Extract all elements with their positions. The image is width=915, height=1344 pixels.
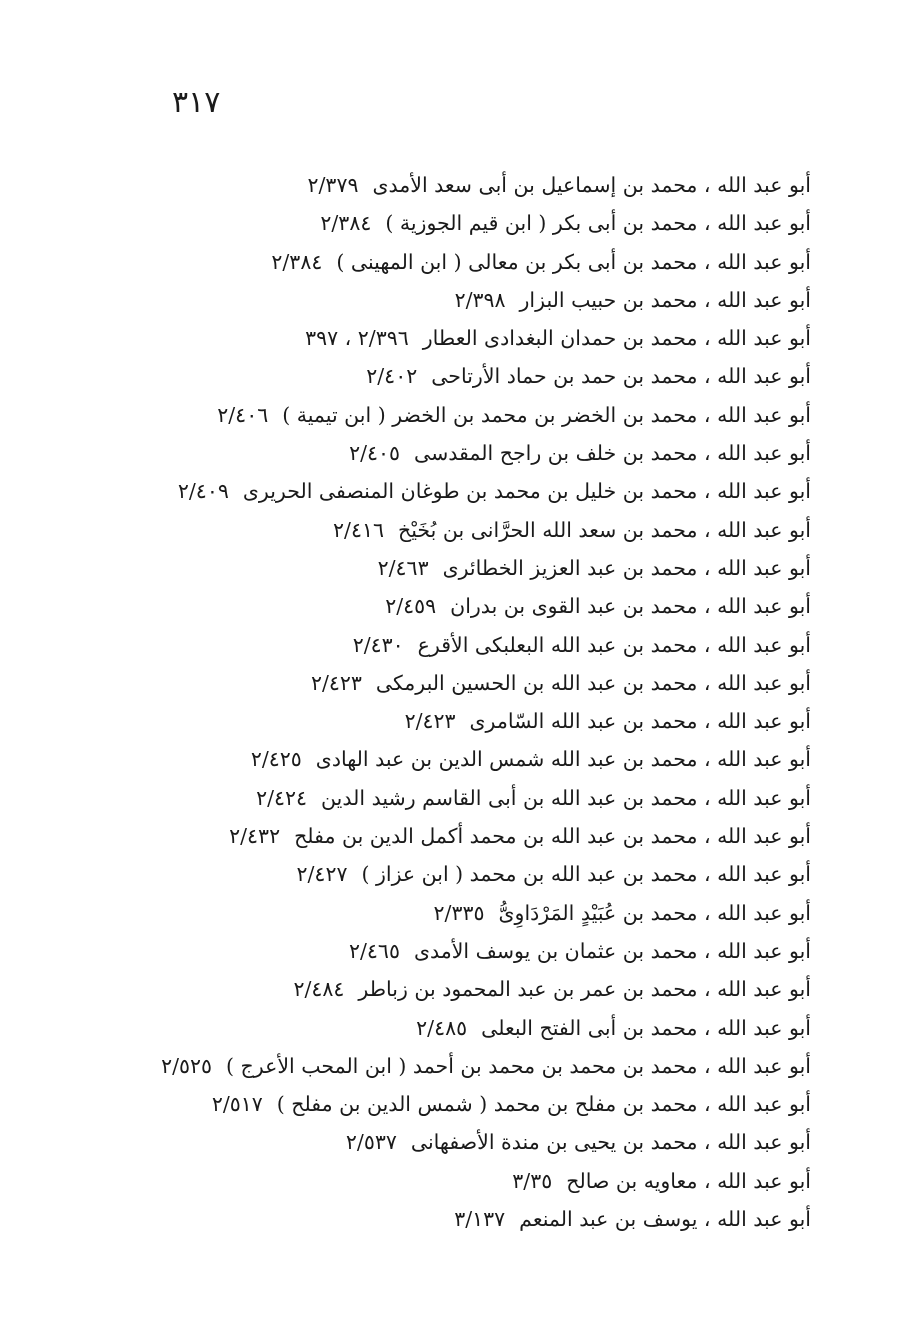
entry-page-reference: ٣/٣٥	[512, 1168, 553, 1193]
index-entry	[111, 779, 811, 817]
entry-name: أبو عبد الله ، محمد بن عبد الله بن محمد ( ابن عزاز )	[361, 862, 811, 887]
index-entry	[111, 664, 811, 702]
entry-page-reference: ٢/٤٠٥	[349, 441, 401, 466]
entry-page-reference: ٢/٥١٧	[211, 1092, 263, 1117]
entry-name: أبو عبد الله ، محمد بن محمد بن محمد بن أحمد ( ابن المحب الأعرج )	[226, 1053, 811, 1078]
entry-name: أبو عبد الله ، محمد بن سعد الله الحرَّانى بن بُخَيْخ	[398, 517, 811, 542]
entry-page-reference: ٢/٣٧٩	[307, 173, 359, 197]
index-entry	[111, 243, 811, 281]
entry-page-reference: ٢/٤٥٩	[385, 594, 437, 619]
index-entry-list	[111, 166, 811, 1238]
index-entry	[111, 932, 811, 970]
index-entry	[111, 357, 811, 395]
entry-page-reference: ٢/٤٦٥	[349, 938, 400, 963]
index-entry	[111, 970, 811, 1008]
entry-page-reference: ٢/٣٨٤	[271, 249, 323, 274]
entry-name: أبو عبد الله ، معاويه بن صالح	[566, 1168, 811, 1193]
entry-name: أبو عبد الله ، محمد بن أبى بكر بن معالى ( ابن المهينى )	[336, 249, 811, 274]
entry-name: أبو عبد الله ، محمد بن حبيب البزار	[519, 287, 811, 312]
index-entry	[111, 1047, 811, 1085]
index-entry	[111, 740, 811, 778]
entry-name: أبو عبد الله ، محمد بن عبد الله السّامرى	[469, 709, 811, 734]
index-entry	[111, 472, 811, 510]
entry-name: أبو عبد الله ، محمد بن عبد العزيز الخطائرى	[442, 555, 811, 580]
index-entry	[111, 319, 811, 357]
entry-page-reference: ٢/٤٨٤	[293, 977, 345, 1002]
entry-page-reference: ٣/١٣٧	[454, 1207, 506, 1232]
index-entry	[111, 855, 811, 893]
entry-name: أبو عبد الله ، محمد بن عبد الله البعلبكى الأقرع	[417, 632, 811, 657]
entry-page-reference: ٢/٤٢٣	[310, 670, 362, 695]
entry-name: أبو عبد الله ، محمد بن عُبَيْدٍ المَرْدَاوِىُّ	[498, 900, 811, 925]
entry-name: أبو عبد الله ، محمد بن يحيى بن مندة الأصفهانى	[410, 1130, 811, 1155]
entry-page-reference: ٢/٣٩٦ ، ٣٩٧	[305, 326, 409, 351]
index-entry	[111, 549, 811, 587]
entry-name: أبو عبد الله ، محمد بن خليل بن محمد بن طوغان المنصفى الحريرى	[242, 479, 811, 504]
entry-page-reference: ٢/٣٨٤	[320, 211, 372, 236]
index-entry	[111, 894, 811, 932]
entry-page-reference: ٢/٥٢٥	[161, 1053, 213, 1078]
entry-page-reference: ٢/٤٢٤	[256, 785, 308, 810]
entry-page-reference: ٢/٤٢٥	[250, 747, 302, 772]
entry-name: أبو عبد الله ، محمد بن عمر بن عبد المحمود بن زباطر	[358, 977, 811, 1002]
entry-page-reference: ٢/٤٢٣	[404, 709, 456, 734]
entry-name: أبو عبد الله ، محمد بن حمدان البغدادى العطار	[422, 326, 811, 351]
entry-name: أبو عبد الله ، محمد بن عبد الله شمس الدين بن عبد الهادى	[315, 747, 811, 772]
entry-name: أبو عبد الله ، محمد بن عبد الله بن محمد أكمل الدين بن مفلح	[294, 824, 811, 849]
entry-name: أبو عبد الله ، محمد بن عبد الله بن أبى القاسم رشيد الدين	[321, 785, 811, 810]
entry-page-reference: ٢/٣٩٨	[454, 287, 506, 312]
index-entry	[111, 166, 811, 204]
entry-name: أبو عبد الله ، محمد بن الخضر بن محمد بن الخضر ( ابن تيمية )	[282, 402, 811, 427]
entry-page-reference: ٢/٤٠٢	[366, 364, 418, 389]
entry-page-reference: ٢/٣٣٥	[433, 900, 485, 925]
index-entry	[111, 204, 811, 242]
entry-page-reference: ٢/٤٠٦	[217, 402, 269, 427]
index-entry	[111, 396, 811, 434]
entry-page-reference: ٢/٤٣٢	[229, 824, 281, 849]
entry-page-reference: ٢/٤٨٥	[416, 1015, 468, 1040]
index-entry	[111, 702, 811, 740]
entry-page-reference: ٢/٤١٦	[333, 517, 384, 542]
entry-name: أبو عبد الله ، محمد بن عبد الله بن الحسين البرمكى	[375, 670, 811, 695]
index-entry	[111, 1162, 811, 1200]
entry-name: أبو عبد الله ، محمد بن إسماعيل بن أبى سعد الأمدى	[372, 173, 811, 197]
index-entry	[111, 281, 811, 319]
index-entry	[111, 1085, 811, 1123]
entry-page-reference: ٢/٤٢٧	[296, 862, 348, 887]
entry-page-reference: ٢/٤٣٠	[352, 632, 404, 657]
entry-name: أبو عبد الله ، محمد بن عبد القوى بن بدران	[450, 594, 811, 619]
index-entry	[111, 1009, 811, 1047]
index-entry	[111, 626, 811, 664]
entry-name: أبو عبد الله ، محمد بن أبى بكر ( ابن قيم الجوزية )	[385, 211, 811, 236]
entry-name: أبو عبد الله ، محمد بن عثمان بن يوسف الأمدى	[413, 938, 811, 963]
index-entry	[111, 1123, 811, 1161]
entry-page-reference: ٢/٥٣٧	[345, 1130, 397, 1155]
entry-name: أبو عبد الله ، يوسف بن عبد المنعم	[519, 1207, 811, 1232]
entry-name: أبو عبد الله ، محمد بن أبى الفتح البعلى	[481, 1015, 811, 1040]
entry-page-reference: ٢/٤٦٣	[377, 555, 429, 580]
entry-name: أبو عبد الله ، محمد بن خلف بن راجح المقدسى	[414, 441, 811, 466]
entry-name: أبو عبد الله ، محمد بن حمد بن حماد الأرتاحى	[431, 364, 811, 389]
index-entry	[111, 587, 811, 625]
entry-page-reference: ٢/٤٠٩	[177, 479, 229, 504]
page-number: ٣١٧	[172, 85, 221, 120]
entry-name: أبو عبد الله ، محمد بن مفلح بن محمد ( شمس الدين بن مفلح )	[276, 1092, 811, 1117]
index-entry	[111, 434, 811, 472]
index-entry	[111, 817, 811, 855]
index-entry	[111, 1200, 811, 1238]
index-entry	[111, 511, 811, 549]
